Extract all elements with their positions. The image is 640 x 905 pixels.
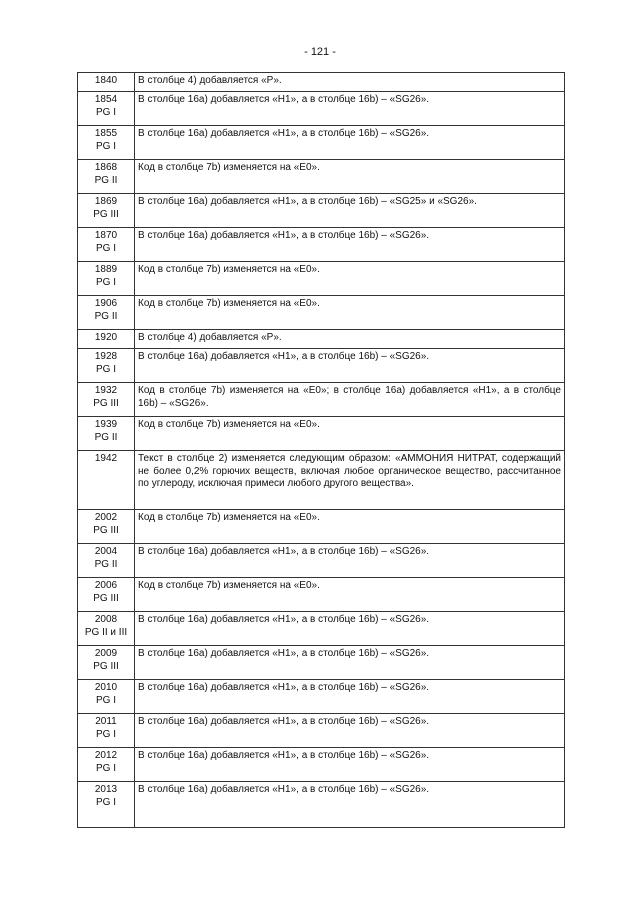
amendment-text-cell: В столбце 16a) добавляется «H1», а в столбце 16b) – «SG26». xyxy=(135,612,565,646)
amendment-text-cell: Код в столбце 7b) изменяется на «E0». xyxy=(135,160,565,194)
un-number-cell: 1840 xyxy=(78,73,135,92)
amendment-text-cell: Код в столбце 7b) изменяется на «E0». xyxy=(135,510,565,544)
table-row xyxy=(78,714,565,748)
un-number-cell: 2006 PG III xyxy=(78,578,135,612)
amendment-text-cell: В столбце 16a) добавляется «H1», а в столбце 16b) – «SG26». xyxy=(135,714,565,748)
table-row xyxy=(78,680,565,714)
un-number-cell: 1920 xyxy=(78,330,135,349)
table-row xyxy=(78,92,565,126)
un-number-cell: 2008 PG II и III xyxy=(78,612,135,646)
table-row xyxy=(78,510,565,544)
un-number-cell: 1854 PG I xyxy=(78,92,135,126)
table-row xyxy=(78,330,565,349)
amendment-text-cell: В столбце 16a) добавляется «H1», а в столбце 16b) – «SG26». xyxy=(135,782,565,828)
un-number-cell: 1906 PG II xyxy=(78,296,135,330)
un-number-cell: 1870 PG I xyxy=(78,228,135,262)
amendment-text-cell: В столбце 4) добавляется «P». xyxy=(135,330,565,349)
table-row xyxy=(78,782,565,828)
table-row xyxy=(78,544,565,578)
table-row xyxy=(78,126,565,160)
amendment-text-cell: В столбце 16a) добавляется «H1», а в столбце 16b) – «SG26». xyxy=(135,228,565,262)
amendment-text-cell: Код в столбце 7b) изменяется на «E0». xyxy=(135,578,565,612)
un-number-cell: 1855 PG I xyxy=(78,126,135,160)
table-row xyxy=(78,748,565,782)
amendment-text-cell: Текст в столбце 2) изменяется следующим образом: «АММОНИЯ НИТРАТ, содержащий не более 0,2% горючих веществ, включая любое органическое вещество, рассчитанное по углероду, исключая примеси любого другого вещества». xyxy=(135,451,565,510)
amendment-text-cell: Код в столбце 7b) изменяется на «E0». xyxy=(135,296,565,330)
un-number-cell: 1942 xyxy=(78,451,135,510)
table-row xyxy=(78,228,565,262)
un-number-cell: 2010 PG I xyxy=(78,680,135,714)
un-number-cell: 2004 PG II xyxy=(78,544,135,578)
amendment-text-cell: В столбце 16a) добавляется «H1», а в столбце 16b) – «SG26». xyxy=(135,748,565,782)
table-row xyxy=(78,349,565,383)
table-row xyxy=(78,262,565,296)
amendments-table xyxy=(77,72,565,828)
amendment-text-cell: В столбце 4) добавляется «P». xyxy=(135,73,565,92)
amendment-text-cell: Код в столбце 7b) изменяется на «E0». xyxy=(135,262,565,296)
amendment-text-cell: В столбце 16a) добавляется «H1», а в столбце 16b) – «SG26». xyxy=(135,544,565,578)
un-number-cell: 2011 PG I xyxy=(78,714,135,748)
table-row xyxy=(78,417,565,451)
un-number-cell: 1928 PG I xyxy=(78,349,135,383)
amendment-text-cell: Код в столбце 7b) изменяется на «E0»; в столбце 16a) добавляется «H1», а в столбце 16b) – «SG26». xyxy=(135,383,565,417)
amendment-text-cell: В столбце 16a) добавляется «H1», а в столбце 16b) – «SG26». xyxy=(135,349,565,383)
table-row xyxy=(78,160,565,194)
amendment-text-cell: В столбце 16a) добавляется «H1», а в столбце 16b) – «SG26». xyxy=(135,680,565,714)
amendment-text-cell: В столбце 16a) добавляется «H1», а в столбце 16b) – «SG26». xyxy=(135,92,565,126)
table-row xyxy=(78,383,565,417)
table-row xyxy=(78,646,565,680)
un-number-cell: 2013 PG I xyxy=(78,782,135,828)
table-row xyxy=(78,451,565,510)
un-number-cell: 1868 PG II xyxy=(78,160,135,194)
un-number-cell: 1939 PG II xyxy=(78,417,135,451)
amendment-text-cell: В столбце 16a) добавляется «H1», а в столбце 16b) – «SG25» и «SG26». xyxy=(135,194,565,228)
table-row xyxy=(78,194,565,228)
amendment-text-cell: В столбце 16a) добавляется «H1», а в столбце 16b) – «SG26». xyxy=(135,126,565,160)
amendment-text-cell: В столбце 16a) добавляется «H1», а в столбце 16b) – «SG26». xyxy=(135,646,565,680)
table-row xyxy=(78,73,565,92)
table-row xyxy=(78,578,565,612)
page-number: - 121 - xyxy=(304,46,336,58)
un-number-cell: 1869 PG III xyxy=(78,194,135,228)
un-number-cell: 2009 PG III xyxy=(78,646,135,680)
table-row xyxy=(78,612,565,646)
un-number-cell: 2002 PG III xyxy=(78,510,135,544)
un-number-cell: 2012 PG I xyxy=(78,748,135,782)
table-row xyxy=(78,296,565,330)
un-number-cell: 1889 PG I xyxy=(78,262,135,296)
amendment-text-cell: Код в столбце 7b) изменяется на «E0». xyxy=(135,417,565,451)
un-number-cell: 1932 PG III xyxy=(78,383,135,417)
